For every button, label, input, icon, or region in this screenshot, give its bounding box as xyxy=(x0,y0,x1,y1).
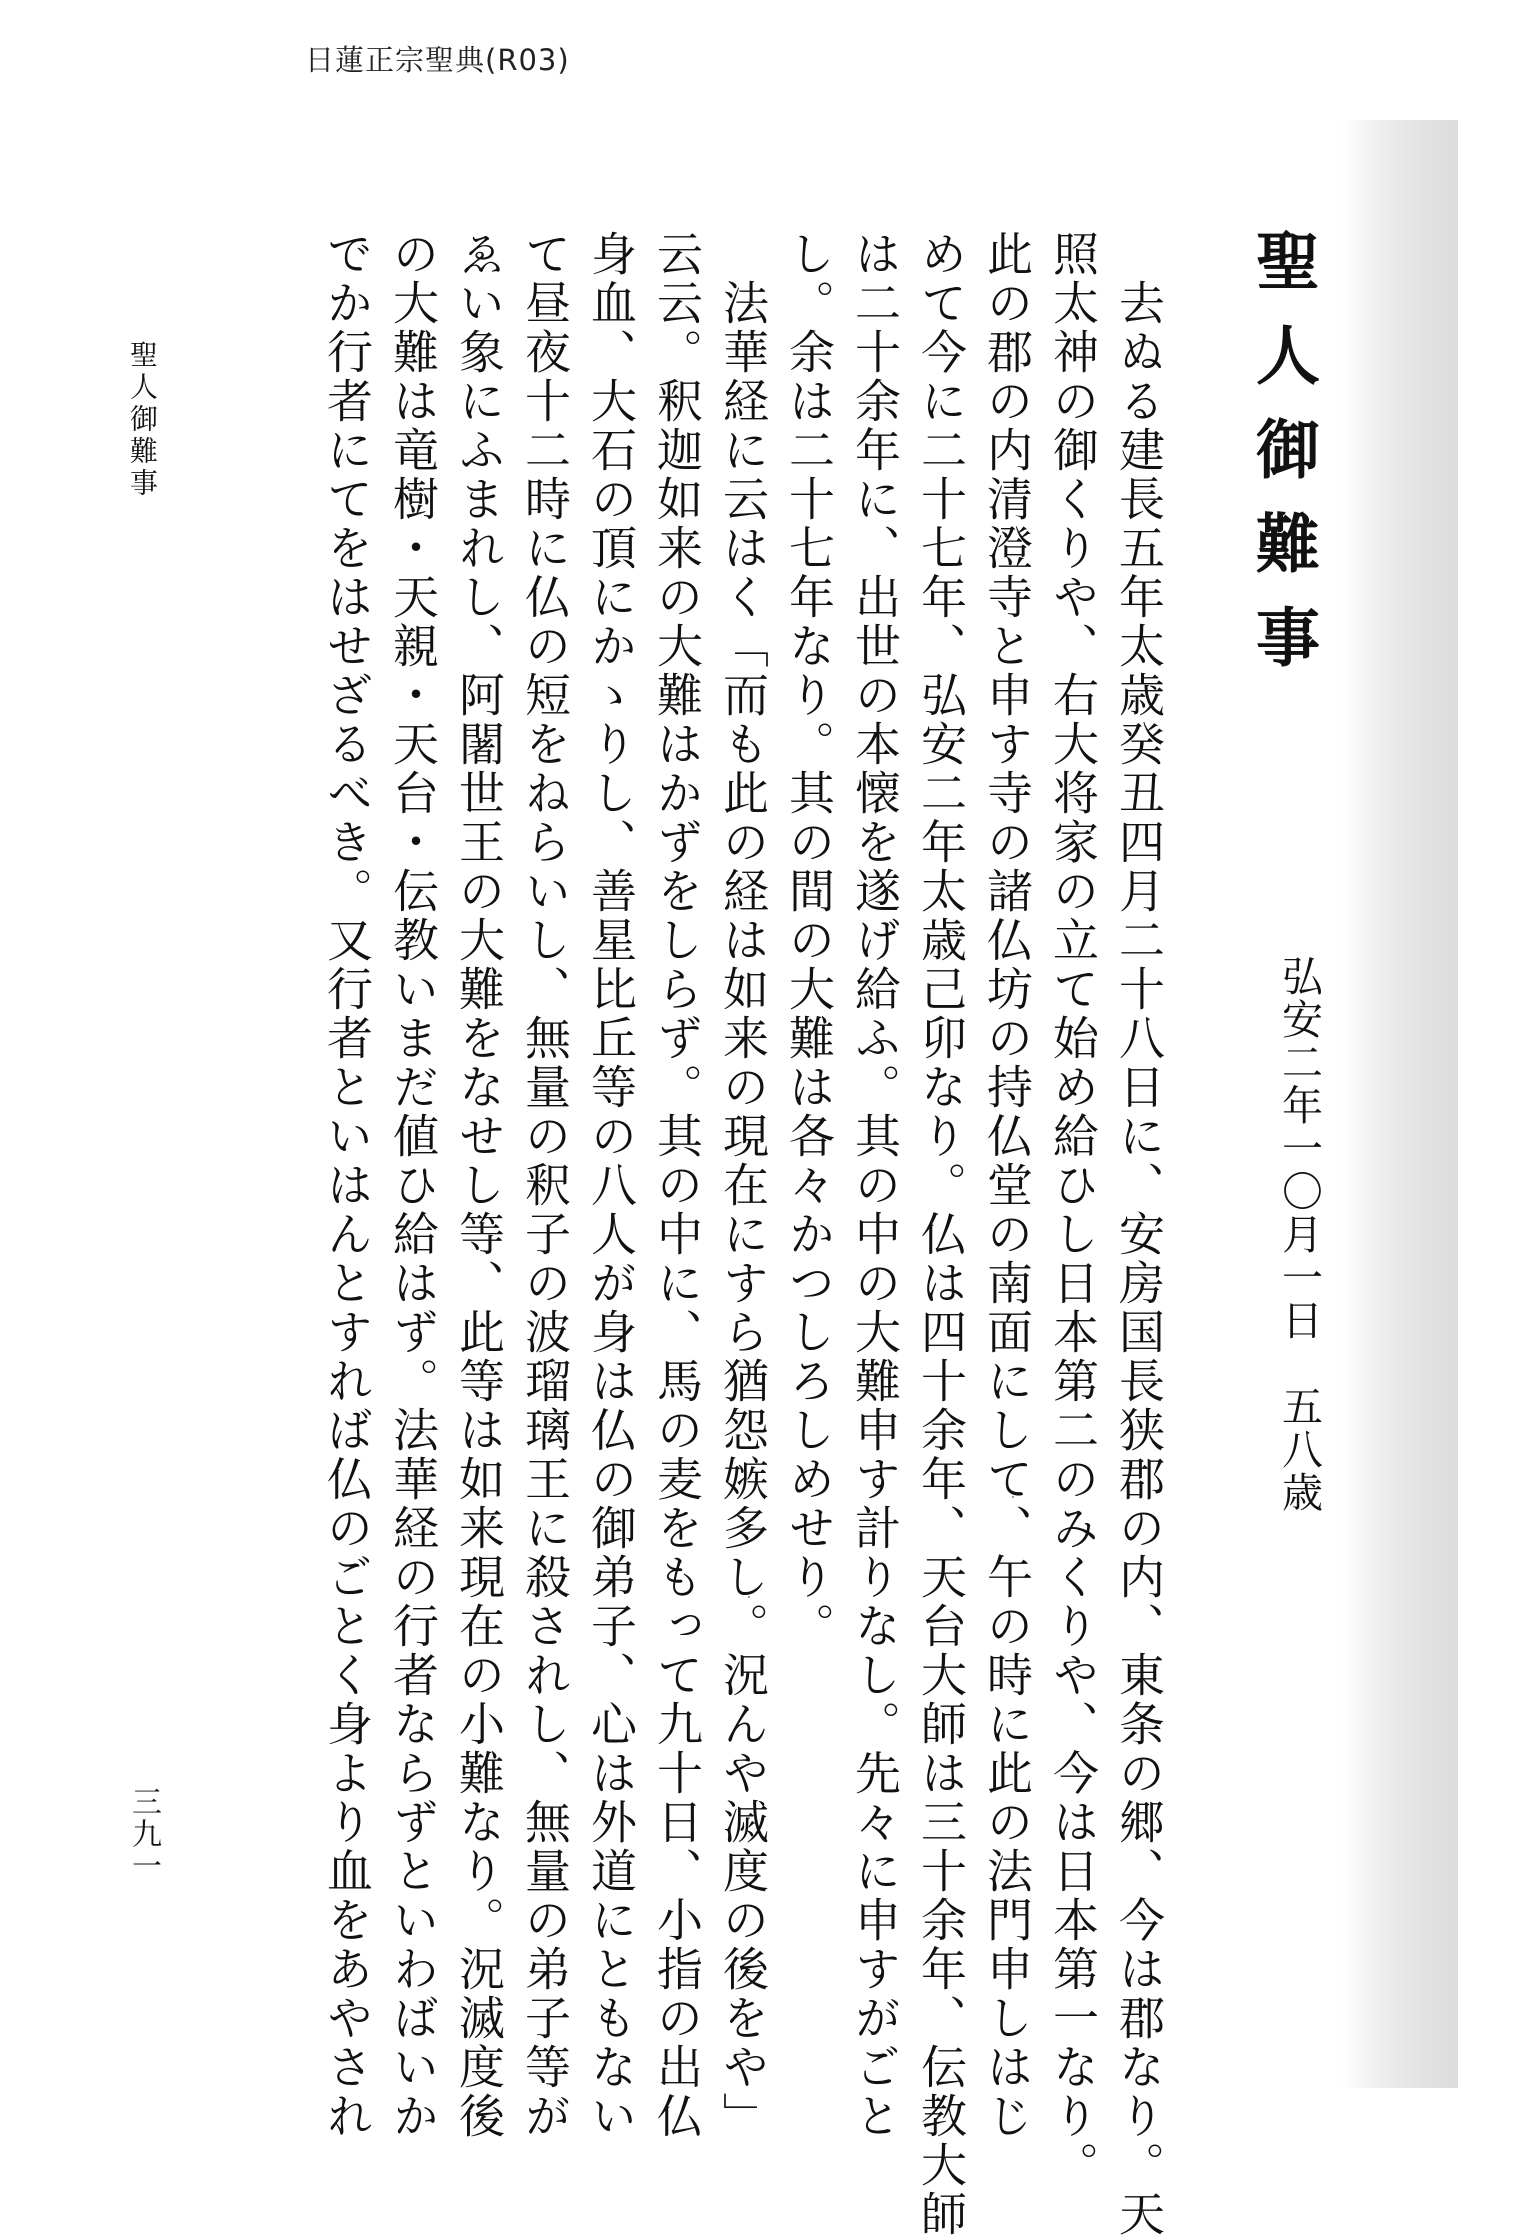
text-line-13: でか行者にてをはせざるべき。又行者といはんとすれば仏のごとく身より血をあやされ xyxy=(320,230,374,2141)
page-edge-shadow xyxy=(1340,120,1458,2088)
text-line-11: ゑい象にふまれし、阿闍世王の大難をなせし等、此等は如来現在の小難なり。況滅度後 xyxy=(452,230,506,2141)
page-number: 三九一 xyxy=(126,1786,161,1882)
text-line-10: て昼夜十二時に仏の短をねらいし、無量の釈子の波瑠璃王に殺されし、無量の弟子等が xyxy=(518,230,572,2141)
text-line-12: の大難は竜樹・天親・天台・伝教いまだ値ひ給はず。法華経の行者ならずといわばいか xyxy=(386,230,440,2141)
text-line-5: は二十余年に、出世の本懐を遂げ給ふ。其の中の大難申す計りなし。先々に申すがごと xyxy=(848,230,902,2141)
running-title: 聖人御難事 xyxy=(126,340,159,500)
text-line-3: 此の郡の内清澄寺と申す寺の諸仏坊の持仏堂の南面にして、午の時に此の法門申しはじ xyxy=(980,230,1034,2141)
text-line-9: 身血、大石の頂にかゝりし、善星比丘等の八人が身は仏の御弟子、心は外道にともない xyxy=(584,230,638,2141)
text-line-8: 云云。釈迦如来の大難はかずをしらず。其の中に、馬の麦をもって九十日、小指の出仏 xyxy=(650,230,704,2141)
document-title: 聖人御難事 xyxy=(1245,228,1320,698)
text-line-6: し。余は二十七年なり。其の間の大難は各々かつしろしめせり。 xyxy=(782,230,836,1651)
header-label: 日蓮正宗聖典(R03) xyxy=(305,43,570,77)
document-date: 弘安二年一〇月一日 五八歳 xyxy=(1275,955,1323,1514)
text-line-2: 照太神の御くりや、右大将家の立て始め給ひし日本第二のみくりや、今は日本第一なり。 xyxy=(1046,230,1100,2190)
text-line-1: 去ぬる建長五年太歳癸丑四月二十八日に、安房国長狭郡の内、東条の郷、今は郡なり。天 xyxy=(1112,230,1166,2239)
text-line-7: 法華経に云はく「而も此の経は如来の現在にすら猶怨嫉多し。況んや滅度の後をや」 xyxy=(716,230,770,2141)
text-line-4: めて今に二十七年、弘安二年太歳己卯なり。仏は四十余年、天台大師は三十余年、伝教大師 xyxy=(914,230,968,2239)
